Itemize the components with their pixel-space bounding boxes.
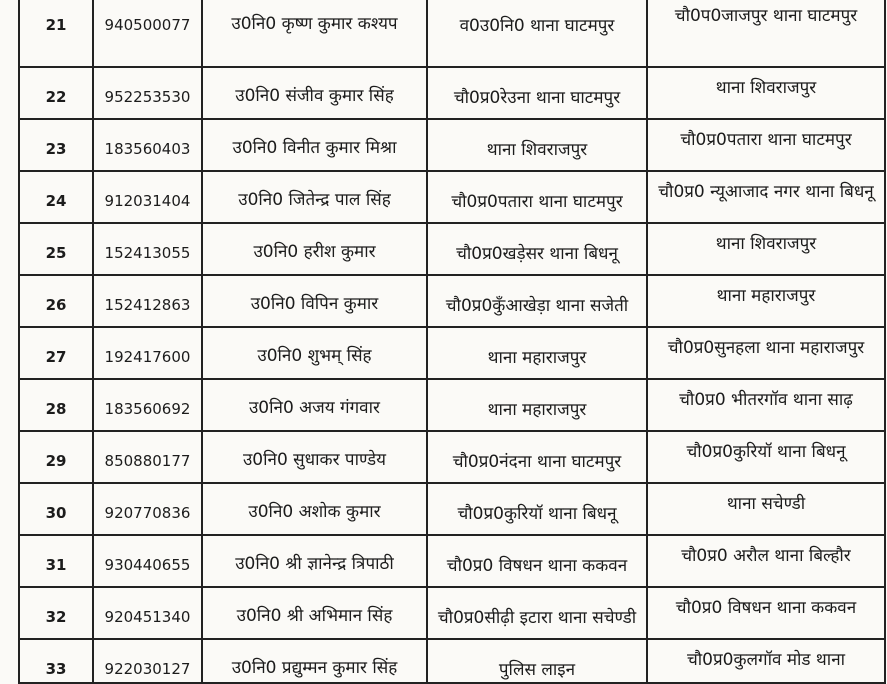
serial-number: 26	[19, 275, 93, 327]
table-row	[19, 483, 885, 535]
new-posting: चौ0प्र0 विषधन थाना ककवन	[647, 587, 885, 639]
officer-name: उ0नि0 श्री अभिमान सिंह	[202, 587, 427, 639]
table-row	[19, 275, 885, 327]
serial-number: 25	[19, 223, 93, 275]
officer-name: उ0नि0 सुधाकर पाण्डेय	[202, 431, 427, 483]
table-row	[19, 587, 885, 639]
serial-number: 33	[19, 639, 93, 683]
transfer-table	[18, 0, 886, 684]
officer-name: उ0नि0 कृष्ण कुमार कश्यप	[202, 0, 427, 67]
table-row	[19, 119, 885, 171]
new-posting: थाना महाराजपुर	[647, 275, 885, 327]
current-posting: चौ0प्र0रेउना थाना घाटमपुर	[427, 67, 647, 119]
serial-number: 29	[19, 431, 93, 483]
pno-number: 850880177	[93, 431, 202, 483]
new-posting: चौ0प0जाजपुर थाना घाटमपुर	[647, 0, 885, 67]
table-row	[19, 639, 885, 683]
pno-number: 930440655	[93, 535, 202, 587]
new-posting: थाना सचेण्डी	[647, 483, 885, 535]
new-posting: चौ0प्र0कुरियॉ थाना बिधनू	[647, 431, 885, 483]
officer-name: उ0नि0 विपिन कुमार	[202, 275, 427, 327]
serial-number: 28	[19, 379, 93, 431]
table-row	[19, 171, 885, 223]
current-posting: पुलिस लाइन	[427, 639, 647, 683]
current-posting: चौ0प्र0नंदना थाना घाटमपुर	[427, 431, 647, 483]
table-row	[19, 327, 885, 379]
new-posting: चौ0प्र0 न्यूआजाद नगर थाना बिधनू	[647, 171, 885, 223]
new-posting: चौ0प्र0कुलगॉव मोड थाना	[647, 639, 885, 683]
new-posting: चौ0प्र0 भीतरगॉव थाना साढ़	[647, 379, 885, 431]
table-row	[19, 67, 885, 119]
pno-number: 922030127	[93, 639, 202, 683]
pno-number: 152412863	[93, 275, 202, 327]
pno-number: 192417600	[93, 327, 202, 379]
current-posting: चौ0प्र0पतारा थाना घाटमपुर	[427, 171, 647, 223]
table-row	[19, 431, 885, 483]
serial-number: 32	[19, 587, 93, 639]
officer-name: उ0नि0 प्रद्युम्मन कुमार सिंह	[202, 639, 427, 683]
current-posting: चौ0प्र0खड़ेसर थाना बिधनू	[427, 223, 647, 275]
officer-name: उ0नि0 विनीत कुमार मिश्रा	[202, 119, 427, 171]
serial-number: 30	[19, 483, 93, 535]
table-row	[19, 0, 885, 67]
pno-number: 912031404	[93, 171, 202, 223]
new-posting: थाना शिवराजपुर	[647, 67, 885, 119]
pno-number: 952253530	[93, 67, 202, 119]
table-row	[19, 223, 885, 275]
pno-number: 183560692	[93, 379, 202, 431]
pno-number: 920770836	[93, 483, 202, 535]
officer-name: उ0नि0 शुभम् सिंह	[202, 327, 427, 379]
current-posting: थाना महाराजपुर	[427, 327, 647, 379]
serial-number: 23	[19, 119, 93, 171]
officer-name: उ0नि0 श्री ज्ञानेन्द्र त्रिपाठी	[202, 535, 427, 587]
serial-number: 22	[19, 67, 93, 119]
current-posting: चौ0प्र0कुरियॉ थाना बिधनू	[427, 483, 647, 535]
current-posting: थाना महाराजपुर	[427, 379, 647, 431]
officer-name: उ0नि0 संजीव कुमार सिंह	[202, 67, 427, 119]
officer-name: उ0नि0 हरीश कुमार	[202, 223, 427, 275]
serial-number: 21	[19, 0, 93, 67]
pno-number: 920451340	[93, 587, 202, 639]
pno-number: 940500077	[93, 0, 202, 67]
officer-name: उ0नि0 अजय गंगवार	[202, 379, 427, 431]
serial-number: 27	[19, 327, 93, 379]
new-posting: चौ0प्र0पतारा थाना घाटमपुर	[647, 119, 885, 171]
current-posting: थाना शिवराजपुर	[427, 119, 647, 171]
officer-name: उ0नि0 अशोक कुमार	[202, 483, 427, 535]
current-posting: व0उ0नि0 थाना घाटमपुर	[427, 0, 647, 67]
current-posting: चौ0प्र0कुँआखेड़ा थाना सजेती	[427, 275, 647, 327]
officer-name: उ0नि0 जितेन्द्र पाल सिंह	[202, 171, 427, 223]
new-posting: थाना शिवराजपुर	[647, 223, 885, 275]
serial-number: 24	[19, 171, 93, 223]
new-posting: चौ0प्र0 अरौल थाना बिल्हौर	[647, 535, 885, 587]
pno-number: 152413055	[93, 223, 202, 275]
table-row	[19, 379, 885, 431]
new-posting: चौ0प्र0सुनहला थाना महाराजपुर	[647, 327, 885, 379]
current-posting: चौ0प्र0सीढ़ी इटारा थाना सचेण्डी	[427, 587, 647, 639]
table-row	[19, 535, 885, 587]
serial-number: 31	[19, 535, 93, 587]
pno-number: 183560403	[93, 119, 202, 171]
current-posting: चौ0प्र0 विषधन थाना ककवन	[427, 535, 647, 587]
